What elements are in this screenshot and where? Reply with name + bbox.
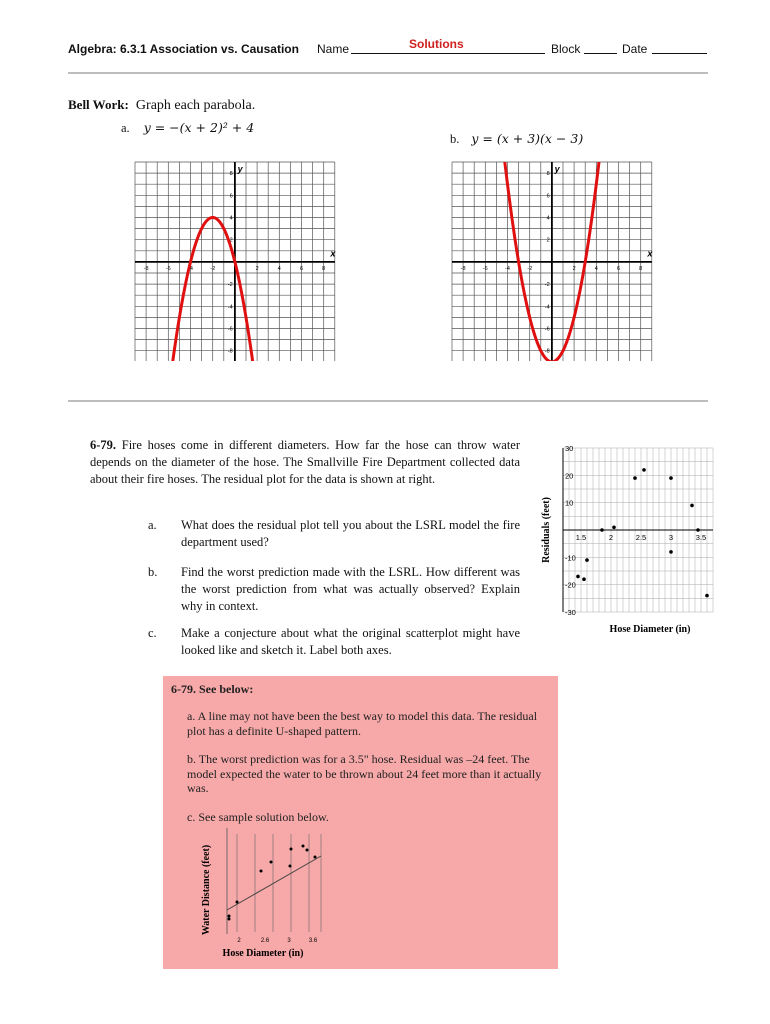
solution-b: b. The worst prediction was for a 3.5" hose. Residual was –24 feet. The model expected the water to be thrown about 24 feet more than it actually was. — [187, 752, 542, 795]
graph-a-y-tick-label: -4 — [227, 304, 233, 311]
graph-a-x-tick-label: 4 — [277, 266, 281, 273]
solution-heading: 6-79. See below: — [171, 682, 254, 696]
date-label: Date — [622, 42, 648, 56]
graph-b-x-tick-label: 2 — [572, 266, 576, 273]
problem-intro-text: Fire hoses come in different diameters. How far the hose can throw water depends on the diameter of the hose. The Smallville Fire Department collected data about their fire hoses. The residual plot for the data is shown at right. — [90, 438, 520, 486]
graph-a-x-tick-label: -6 — [165, 266, 171, 273]
graph-a-y-tick-label: 4 — [229, 215, 233, 222]
graph-a-y-tick-label: 8 — [229, 171, 233, 178]
graph-a-x-tick-label: 2 — [255, 266, 259, 273]
problem-part-a — [148, 517, 520, 551]
residual-y-tick-label: -20 — [565, 580, 576, 590]
residual-x-tick-label: 2 — [608, 533, 614, 542]
sample-scatterplot — [193, 826, 393, 966]
graph-b-x-tick-label: 6 — [616, 266, 621, 273]
residual-x-tick-label: 3 — [668, 533, 674, 542]
sketch-point — [270, 861, 273, 864]
graph-b-x-tick-label: -4 — [505, 266, 510, 273]
graph-b-x-axis-label: x — [647, 248, 653, 259]
residual-y-tick-label: -30 — [565, 608, 576, 617]
graph-a-y-tick-label: -6 — [227, 326, 233, 333]
graph-b-x-tick-label: 4 — [594, 266, 598, 273]
bell-work-prompt: Graph each parabola. — [135, 98, 256, 113]
sketch-x-tick-label: 3.6 — [308, 938, 318, 944]
section-divider — [68, 400, 708, 402]
graph-b-y-tick-label: -8 — [544, 348, 550, 355]
residual-point — [696, 528, 700, 532]
residual-point — [600, 528, 604, 532]
header — [68, 37, 708, 62]
residual-y-tick-label: 10 — [565, 498, 574, 508]
problem-part-c — [148, 625, 520, 659]
graph-b-y-tick-label: -6 — [544, 326, 550, 333]
residual-y-tick-label: -10 — [565, 553, 576, 563]
graph-a-x-tick-label: -2 — [210, 266, 216, 273]
graph-a-x-tick-label: -4 — [188, 266, 193, 273]
name-value: Solutions — [409, 37, 464, 51]
sketch-point — [302, 845, 305, 848]
graph-a-y-tick-label: -2 — [227, 282, 233, 289]
equation-a — [121, 119, 254, 137]
graph-a-y-axis-label: y — [237, 163, 243, 174]
part-b-text: Find the worst prediction made with the LSRL. How different was the worst prediction from what was actually observed? Explain why in context. — [181, 565, 520, 613]
sketch-xlabel: Hose Diameter (in) — [222, 948, 304, 959]
residual-point — [690, 504, 694, 508]
graph-a-x-axis-label: x — [330, 248, 336, 259]
graph-b-x-tick-label: -6 — [482, 266, 488, 273]
bell-work-label: Bell Work: — [68, 97, 129, 112]
sketch-point — [228, 918, 231, 921]
sketch-point — [290, 848, 293, 851]
graph-b-y-tick-label: 4 — [546, 215, 550, 222]
sketch-x-tick-label: 3 — [287, 938, 291, 944]
bell-work — [68, 96, 708, 114]
residual-point — [669, 476, 673, 480]
equation-b-letter: b. — [450, 132, 460, 146]
graph-b — [440, 156, 662, 361]
residual-point — [705, 594, 709, 598]
sketch-point — [228, 915, 231, 918]
sketch-point — [260, 870, 263, 873]
graph-a-y-tick-label: 2 — [229, 237, 233, 244]
sketch-x-tick-label: 2 — [237, 938, 241, 944]
graph-b-x-tick-label: 8 — [639, 266, 643, 273]
problem-intro — [90, 437, 520, 488]
residual-plot — [535, 440, 715, 640]
solution-a: a. A line may not have been the best way to model this data. The residual plot has a definite U-shaped pattern. — [187, 709, 538, 738]
part-b-letter: b. — [148, 565, 158, 579]
sketch-point — [289, 865, 292, 868]
part-c-text: Make a conjecture about what the original scatterplot might have looked like and sketch it. Label both axes. — [181, 626, 520, 657]
graph-b-x-tick-label: -2 — [527, 266, 533, 273]
residual-y-tick-label: 20 — [565, 471, 574, 481]
graph-b-y-tick-label: -2 — [544, 282, 550, 289]
equation-a-text: y = −(x + 2)² + 4 — [143, 120, 255, 135]
graph-b-x-tick-label: -8 — [460, 266, 466, 273]
graph-b-y-tick-label: -4 — [544, 304, 550, 311]
course-title: Algebra: 6.3.1 Association vs. Causation — [68, 42, 299, 56]
header-divider — [68, 72, 708, 74]
block-label: Block — [551, 42, 581, 56]
residual-x-tick-label: 1.5 — [575, 533, 587, 542]
residual-point — [612, 525, 616, 529]
sketch-trend-line — [227, 856, 321, 910]
name-label: Name — [317, 42, 350, 56]
sketch-ylabel: Water Distance (feet) — [201, 844, 212, 936]
residual-point — [633, 476, 637, 480]
solution-box — [163, 676, 558, 969]
equation-a-letter: a. — [121, 121, 130, 135]
sketch-point — [314, 856, 317, 859]
residual-point — [585, 558, 589, 562]
residual-x-tick-label: 3.5 — [695, 533, 707, 542]
graph-a-x-tick-label: 8 — [322, 266, 326, 273]
equation-b — [450, 130, 583, 148]
residual-x-tick-label: 2.5 — [635, 533, 647, 542]
residual-point — [669, 550, 673, 554]
sketch-point — [306, 849, 309, 852]
problem-part-b — [148, 564, 520, 615]
graph-b-y-tick-label: 6 — [546, 193, 550, 200]
residual-point — [576, 575, 580, 579]
residual-y-tick-label: 30 — [565, 444, 574, 453]
date-blank — [652, 42, 707, 54]
residual-point — [642, 468, 646, 472]
graph-a-x-tick-label: -8 — [143, 266, 149, 273]
block-blank — [584, 42, 617, 54]
graph-a — [123, 156, 343, 361]
part-a-letter: a. — [148, 518, 157, 532]
part-c-letter: c. — [148, 626, 157, 640]
graph-b-y-tick-label: 8 — [546, 171, 550, 178]
equation-b-text: y = (x + 3)(x − 3) — [471, 131, 584, 146]
residual-xlabel: Hose Diameter (in) — [609, 624, 691, 635]
part-a-text: What does the residual plot tell you about the LSRL model the fire department used? — [181, 518, 520, 549]
residual-ylabel: Residuals (feet) — [541, 497, 552, 563]
graph-a-x-tick-label: 6 — [299, 266, 304, 273]
graph-b-y-tick-label: 2 — [546, 237, 550, 244]
graph-a-y-tick-label: -8 — [227, 348, 233, 355]
solution-c: c. See sample solution below. — [187, 810, 329, 824]
sketch-x-tick-label: 2.6 — [260, 938, 270, 944]
residual-point — [582, 577, 586, 581]
graph-b-y-axis-label: y — [554, 163, 560, 174]
problem-number: 6-79. — [90, 438, 117, 452]
graph-a-y-tick-label: 6 — [229, 193, 233, 200]
sketch-point — [236, 901, 239, 904]
